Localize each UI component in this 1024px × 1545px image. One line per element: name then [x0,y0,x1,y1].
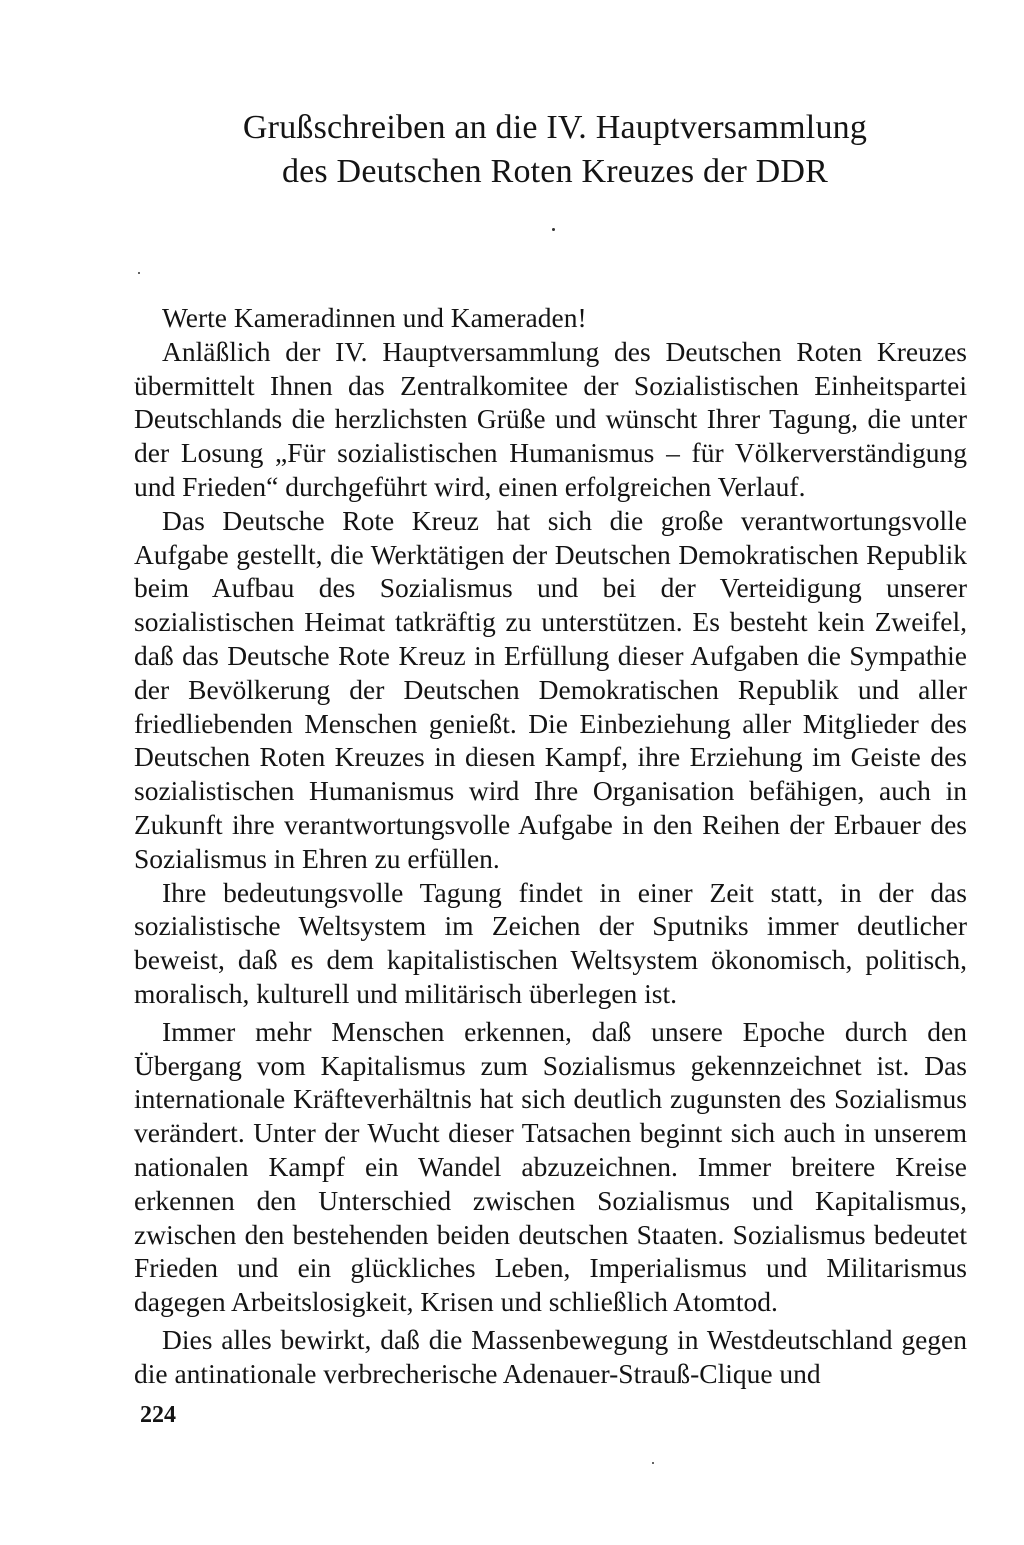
salutation: Werte Kameradinnen und Kameraden! [162,302,587,333]
paragraph-2: Das Deutsche Rote Kreuz hat sich die große verantwortungsvolle Aufgabe gestellt, die Werktätigen der Deutschen Demokratischen Republik beim Aufbau des Sozialismus und bei der Verteidigung unserer sozialistischen Heimat tatkräftig zu unterstützen. Es besteht kein Zweifel, daß das Deutsche Rote Kreuz in Erfüllung dieser Aufgaben die Sympathie der Bevölkerung der Deutschen Demokratischen Republik und aller friedliebenden Menschen genießt. Die Einbeziehung aller Mitglieder des Deutschen Roten Kreuzes in diesen Kampf, ihre Erziehung im Geiste des sozialistischen Humanismus wird Ihre Organisation befähigen, auch in Zukunft ihre verantwortungsvolle Aufgabe in den Reihen der Erbauer des Sozialismus in Ehren zu erfüllen. [134,504,967,874]
title-line-2: des Deutschen Roten Kreuzes der DDR [281,153,829,190]
document-body [134,301,967,1391]
title-line-1: Grußschreiben an die IV. Hauptversammlung [242,109,868,146]
print-speck [552,228,555,231]
document-title [130,106,980,194]
paragraph-1: Anläßlich der IV. Hauptversammlung des Deutschen Roten Kreuzes übermittelt Ihnen das Zentralkomitee der Sozialistischen Einheitspartei Deutschlands die herzlichsten Grüße und wünscht Ihrer Tagung, die unter der Losung „Für sozialistischen Humanismus – für Völkerverständigung und Frieden“ durchgeführt wird, einen erfolgreichen Verlauf. [134,335,967,502]
page-number: 224 [140,1402,176,1428]
print-speck [652,1462,654,1464]
paragraph-3: Ihre bedeutungsvolle Tagung findet in einer Zeit statt, in der das sozialistische Weltsystem im Zeichen der Sputniks immer deutlicher beweist, daß es dem kapitalistischen Weltsystem ökonomisch, politisch, moralisch, kulturell und militärisch überlegen ist. [134,876,967,1009]
print-speck [138,272,140,274]
paragraph-4: Immer mehr Menschen erkennen, daß unsere Epoche durch den Übergang vom Kapitalismus zum Sozialismus gekennzeichnet ist. Das internationale Kräfteverhältnis hat sich deutlich zugunsten des Sozialismus verändert. Unter der Wucht dieser Tatsachen beginnt sich auch in unserem nationalen Kampf ein Wandel abzuzeichnen. Immer breitere Kreise erkennen den Unterschied zwischen Sozialismus und Kapitalismus, zwischen den bestehenden beiden deutschen Staaten. Sozialismus bedeutet Frieden und ein glückliches Leben, Imperialismus und Militarismus dagegen Arbeitslosigkeit, Krisen und schließlich Atomtod. [134,1015,967,1318]
paragraph-5: Dies alles bewirkt, daß die Massenbewegung in Westdeutschland gegen die antinationale verbrecherische Adenauer-Strauß-Clique und [134,1323,967,1389]
